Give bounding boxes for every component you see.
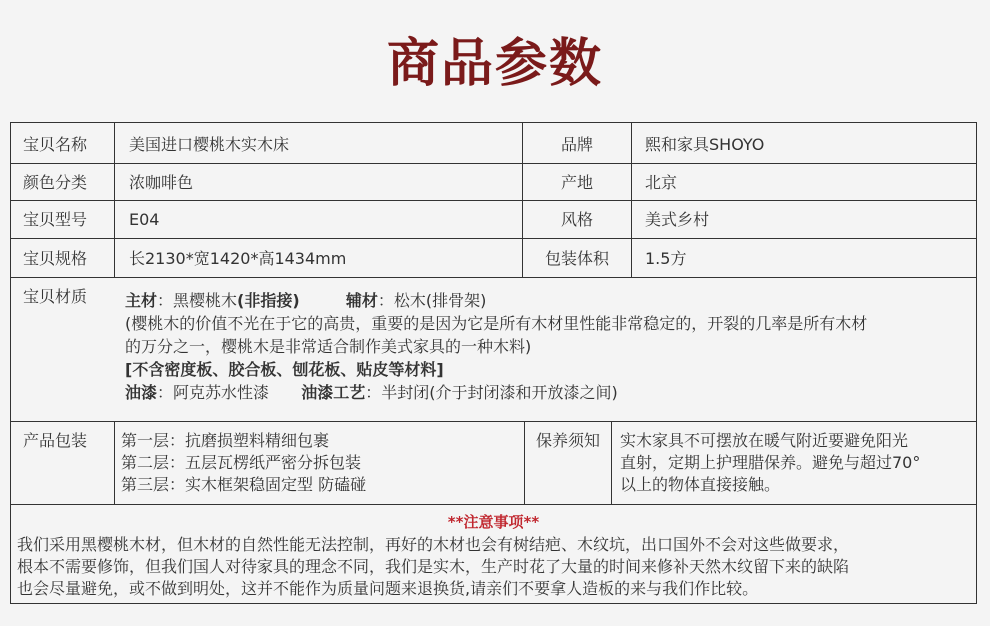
care-line: 实木家具不可摆放在暖气附近要避免阳光 <box>620 431 909 450</box>
col-divider <box>631 123 632 277</box>
parameter-table <box>10 122 977 604</box>
value-spec: 长2130*宽1420*高1434mm <box>129 249 347 268</box>
packaging-layer: 第二层：五层瓦楞纸严密分拆包装 <box>121 453 362 472</box>
value-name: 美国进口樱桃木实木床 <box>129 135 290 154</box>
care-content <box>620 430 972 496</box>
label-brand: 品牌 <box>560 135 593 154</box>
label-origin: 产地 <box>560 173 593 192</box>
notice-line: 我们采用黑樱桃木材，但木材的自然性能无法控制，再好的木材也会有树结疤、木纹坑，出口国外不会对这些做要求， <box>17 535 850 554</box>
label-material: 宝贝材质 <box>23 287 88 306</box>
main-material-key: 主材 <box>125 291 158 310</box>
paint-process-key: 油漆工艺 <box>301 383 366 402</box>
row-divider <box>11 238 976 239</box>
paint-key: 油漆 <box>125 383 158 402</box>
packaging-layers <box>121 430 521 496</box>
page-title: 商品参数 <box>386 34 603 94</box>
row-divider <box>11 277 976 278</box>
value-color: 浓咖啡色 <box>129 173 194 192</box>
care-line: 直射，定期上护理腊保养。避免与超过70° <box>620 453 921 472</box>
aux-material-value: ：松木(排骨架) <box>377 291 487 310</box>
label-package-volume: 包装体积 <box>544 249 609 268</box>
notice-line: 也会尽量避免，或不做到明处，这并不能作为质量问题来退换货,请亲们不要拿人造板的来与我们作比较。 <box>17 579 759 598</box>
value-model: E04 <box>129 210 160 229</box>
notice-content <box>17 534 972 600</box>
material-content <box>125 289 971 404</box>
row-divider <box>11 200 976 201</box>
label-style: 风格 <box>560 210 593 229</box>
label-packaging: 产品包装 <box>23 431 88 450</box>
col-divider <box>114 123 115 277</box>
value-style: 美式乡村 <box>645 210 710 229</box>
main-material-value: ：黑樱桃木 <box>157 291 238 310</box>
aux-material-key: 辅材 <box>345 291 378 310</box>
notice-title: **注意事项** <box>447 513 540 531</box>
packaging-layer: 第三层：实木框架稳固定型 防磕碰 <box>121 475 367 494</box>
value-origin: 北京 <box>645 173 678 192</box>
material-exclude: [不含密度板、胶合板、刨花板、贴皮等材料] <box>125 360 444 379</box>
paint-value: ：阿克苏水性漆 <box>157 383 270 402</box>
material-desc-1: (樱桃木的价值不光在于它的高贵，重要的是因为它是所有木材里性能非常稳定的，开裂的几率是所有木材 <box>125 314 868 333</box>
value-package-volume: 1.5方 <box>645 249 687 268</box>
material-desc-2: 的万分之一，樱桃木是非常适合制作美式家具的一种木料) <box>125 337 532 356</box>
notice-line: 根本不需要修饰，但我们国人对待家具的理念不同，我们是实木，生产时花了大量的时间来修补天然木纹留下来的缺陷 <box>17 557 850 576</box>
label-model: 宝贝型号 <box>23 210 88 229</box>
label-color: 颜色分类 <box>23 173 88 192</box>
packaging-layer: 第一层：抗磨损塑料精细包裹 <box>121 431 330 450</box>
row-divider <box>11 421 976 422</box>
col-divider <box>611 421 612 504</box>
paint-line <box>125 381 971 404</box>
row-divider <box>11 163 976 164</box>
paint-process-value: ：半封闭(介于封闭漆和开放漆之间) <box>365 383 618 402</box>
value-brand: 熙和家具SHOYO <box>645 135 765 154</box>
care-line: 以上的物体直接接触。 <box>620 475 781 494</box>
label-spec: 宝贝规格 <box>23 249 88 268</box>
label-care: 保养须知 <box>535 431 600 450</box>
row-divider <box>11 504 976 505</box>
label-name: 宝贝名称 <box>23 135 88 154</box>
col-divider <box>114 421 115 504</box>
material-main-line <box>125 289 971 312</box>
main-material-note: (非指接) <box>237 291 300 310</box>
